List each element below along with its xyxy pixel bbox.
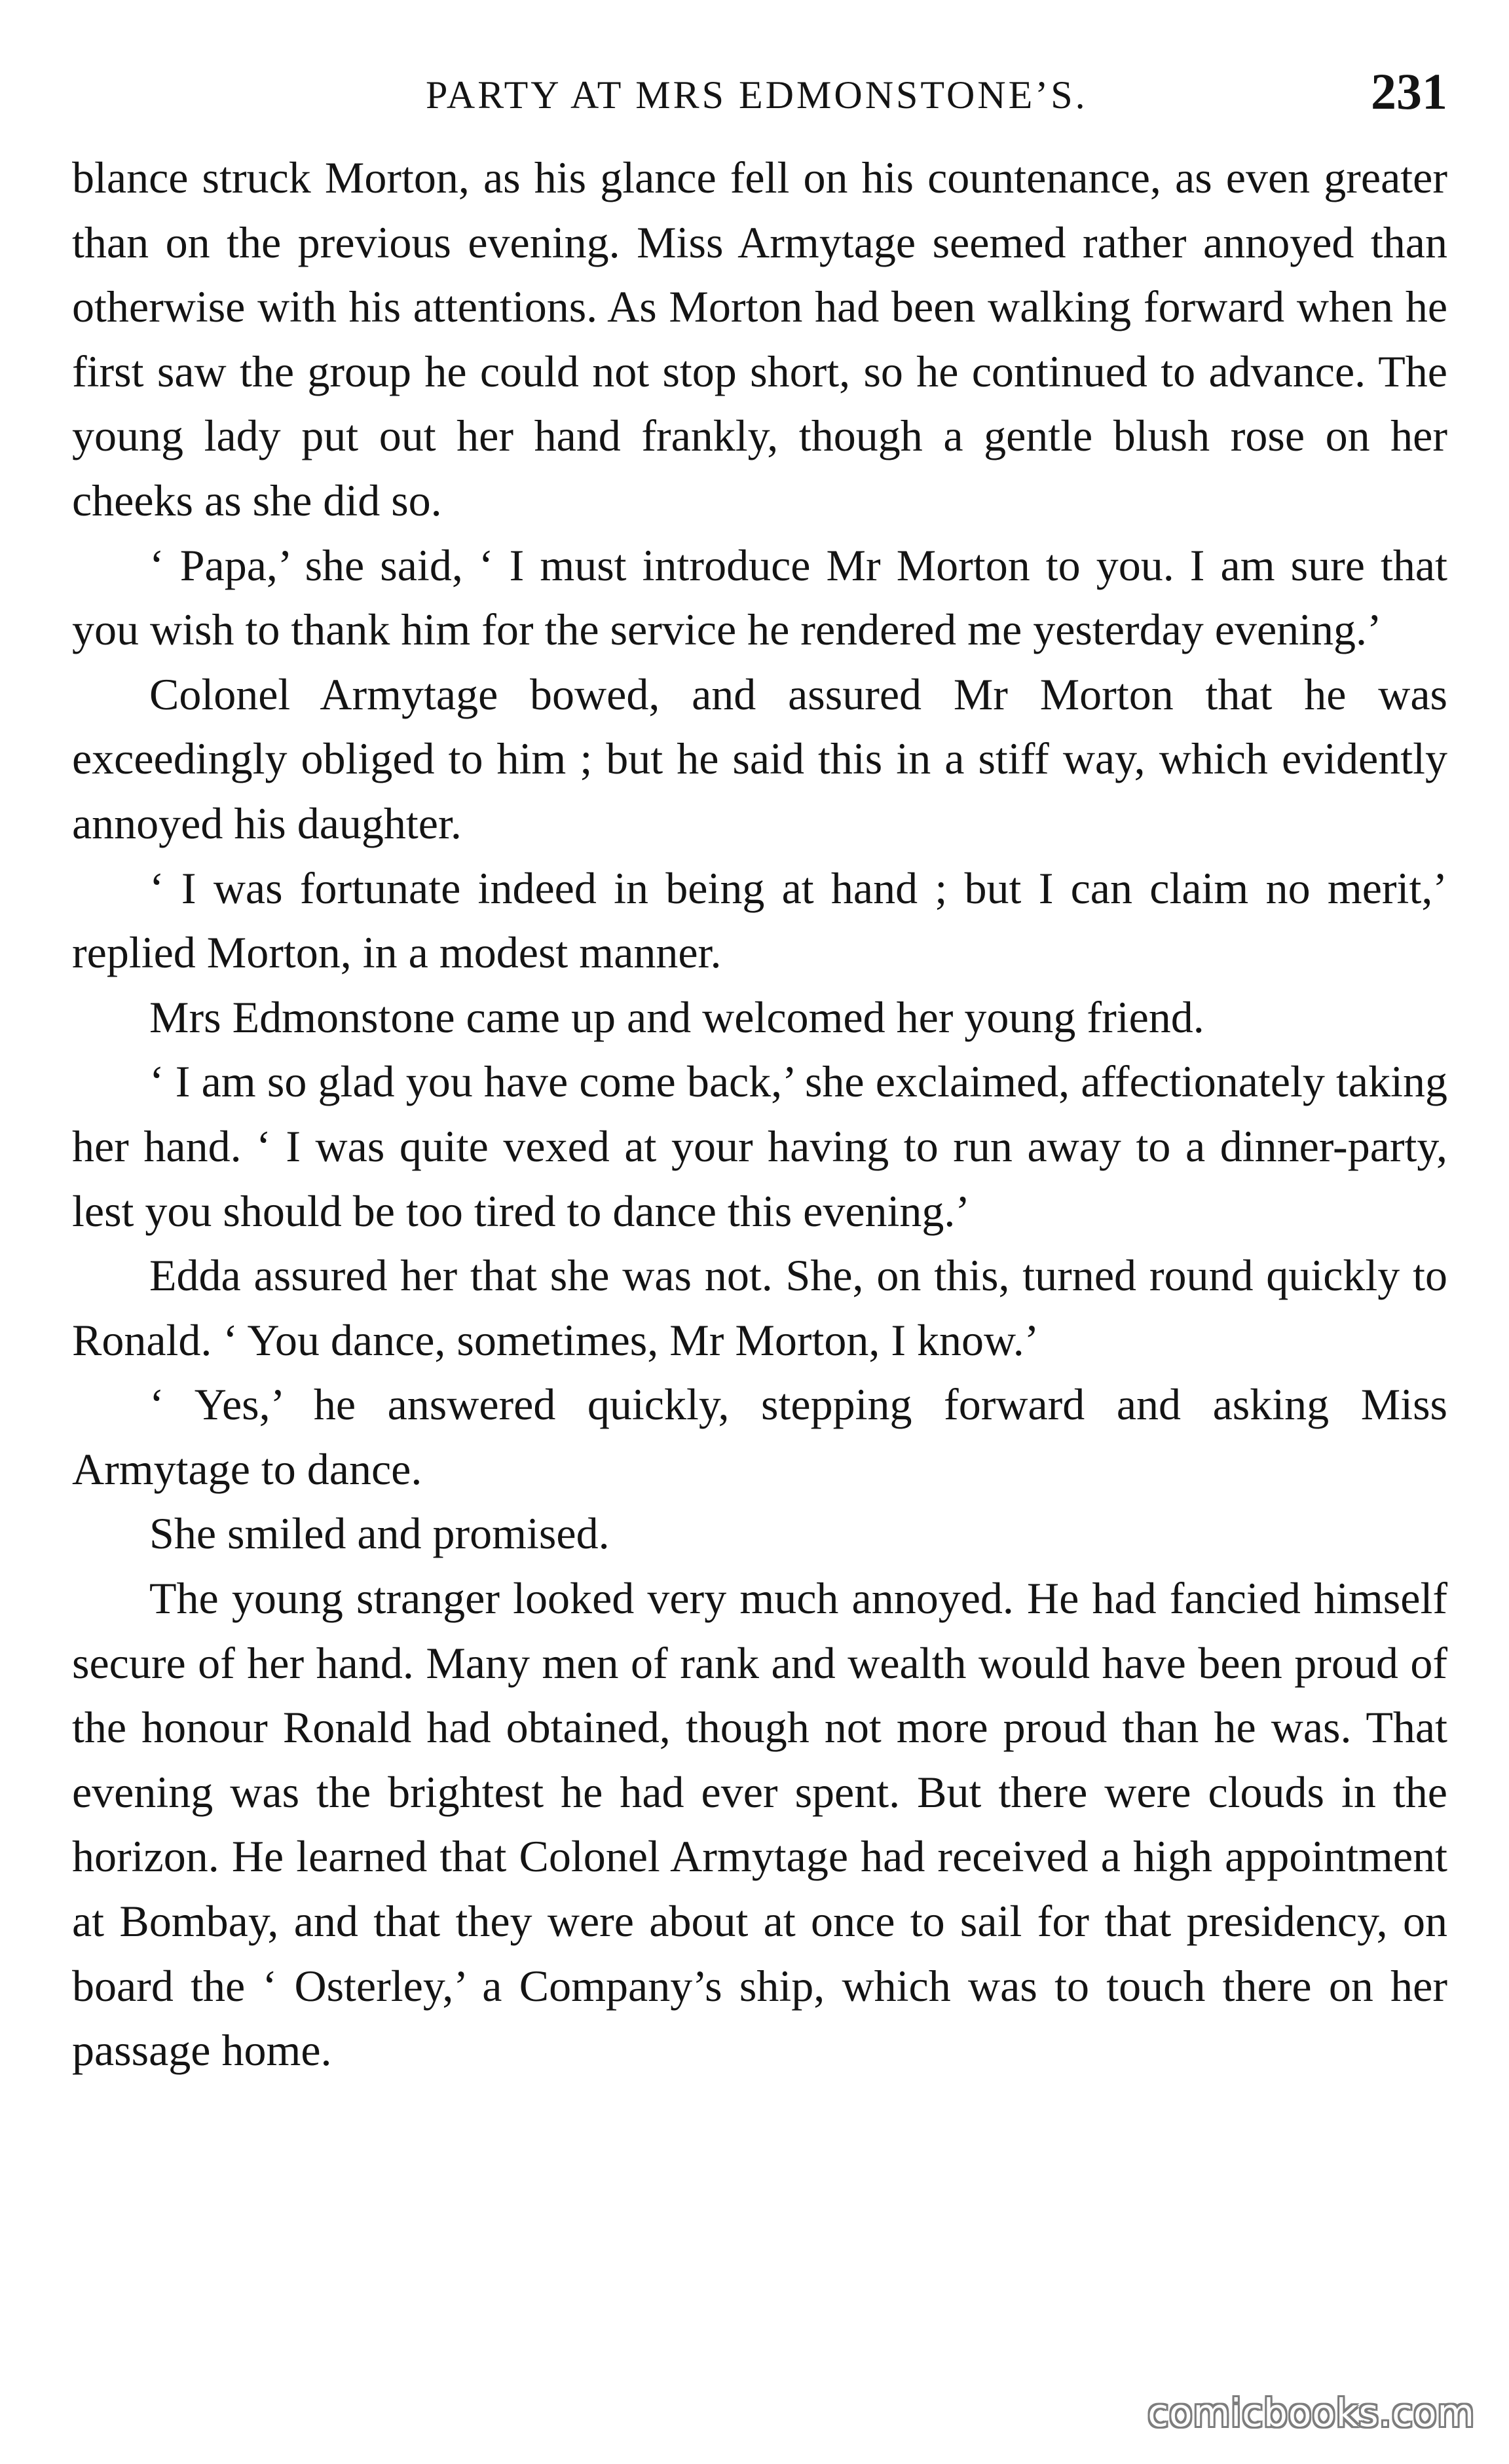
running-head: [72, 58, 1447, 130]
paragraph-continuation: blance struck Morton, as his glance fell on his countenance, as even greater than on the previous evening. Miss Armytage seemed rather annoyed than otherwise with his attentions. As Morton had been walking forward when he first saw the group he could not stop short, so he continued to advance. The young lady put out her hand frankly, though a gentle blush rose on her cheeks as she did so.: [72, 153, 1447, 525]
paragraph-young-stranger: The young stranger looked very much annoyed. He had fancied himself secure of her hand. Many men of rank and wealth would have been proud of the honour Ronald had obtained, though not more proud than he was. That evening was the brightest he had ever spent. But there were clouds in the horizon. He learned that Colonel Armytage had received a high appointment at Bombay, and that they were about at once to sail for that presidency, on board the ‘ Osterley,’ a Company’s ship, which was to touch there on her passage home.: [72, 1573, 1447, 2076]
paragraph-glad: ‘ I am so glad you have come back,’ she exclaimed, affectionately taking her hand. ‘ I was quite vexed at your having to run away to a dinner-party, lest you should be too tired to dance this evening.’: [72, 1056, 1447, 1236]
paragraph-mrs-edmonstone: Mrs Edmonstone came up and welcomed her young friend.: [149, 992, 1204, 1042]
paragraph-smiled: She smiled and promised.: [149, 1508, 610, 1559]
paragraph-yes: ‘ Yes,’ he answered quickly, stepping forward and asking Miss Armytage to dance.: [72, 1379, 1447, 1494]
paragraph-papa: ‘ Papa,’ she said, ‘ I must introduce Mr Morton to you. I am sure that you wish to thank him for the service he rendered me yesterday evening.’: [72, 540, 1447, 655]
chapter-running-title: PARTY AT MRS EDMONSTONE’S.: [426, 73, 1088, 117]
paragraph-fortunate: ‘ I was fortunate indeed in being at hand ; but I can claim no merit,’ replied Morton, in a modest manner.: [72, 863, 1447, 978]
paragraph-colonel-bowed: Colonel Armytage bowed, and assured Mr Morton that he was exceedingly obliged to him ; but he said this in a stiff way, which evidently annoyed his daughter.: [72, 669, 1447, 848]
body-text: [72, 145, 1447, 2083]
paragraph-edda: Edda assured her that she was not. She, on this, turned round quickly to Ronald. ‘ You dance, sometimes, Mr Morton, I know.’: [72, 1250, 1447, 1365]
watermark-logo: comicbooks.com: [1147, 2391, 1475, 2435]
page-number: 231: [1371, 63, 1447, 120]
